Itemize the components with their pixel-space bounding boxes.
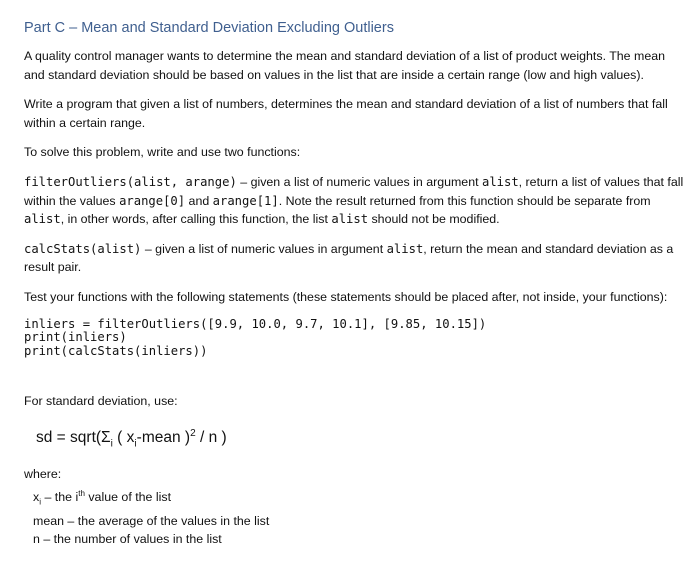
definition-n: n – the number of values in the list — [33, 532, 222, 547]
intro-paragraph: A quality control manager wants to determine the mean and standard deviation of a list of product weights. The mean and standard deviation should be based on values in the list that are inside a certain range (low and high values). — [24, 49, 666, 82]
test-instructions: Test your functions with the following statements (these statements should be placed after, not inside, your functions): — [24, 289, 668, 304]
sd-intro: For standard deviation, use: — [24, 394, 178, 409]
document — [24, 18, 684, 549]
functions-intro: To solve this problem, write and use two functions: — [24, 145, 301, 160]
code-line: print(calcStats(inliers)) — [24, 343, 208, 358]
filter-outliers-description: filterOutliers(alist, arange) – given a list of numeric values in argument alist, return a list of values that fall within the values arange[0] and arange[1]. Note the result returned from this function should be separate from alist, in other words, after calling this function, the list alist should not be modified. — [24, 174, 684, 227]
sd-formula: sd = $sqrt(\Sigma_i$ ( $x_i$-mean )$^2$ / n ) — [36, 427, 227, 449]
calc-stats-description: calcStats(alist) – given a list of numeric values in argument alist, return the mean and standard deviation as a result pair. — [24, 241, 674, 275]
task-paragraph: Write a program that given a list of numbers, determines the mean and standard deviation of a list of numbers that fall within a certain range. — [24, 97, 668, 130]
code-line: inliers = filterOutliers([9.9, 10.0, 9.7, 10.1], [9.85, 10.15]) — [24, 316, 487, 331]
where-label: where: — [24, 466, 62, 481]
section-heading: Part C – Mean and Standard Deviation Excluding Outliers — [24, 20, 394, 36]
code-block — [24, 318, 684, 359]
definition-mean: mean – the average of the values in the list — [33, 513, 270, 528]
definition-xi: $x_i$ – the $i^{th}$ value of the list — [33, 488, 172, 507]
calc-stats-signature: calcStats(alist) — [24, 241, 142, 256]
filter-outliers-signature: filterOutliers(alist, arange) — [24, 174, 237, 189]
code-line: print(inliers) — [24, 330, 127, 345]
